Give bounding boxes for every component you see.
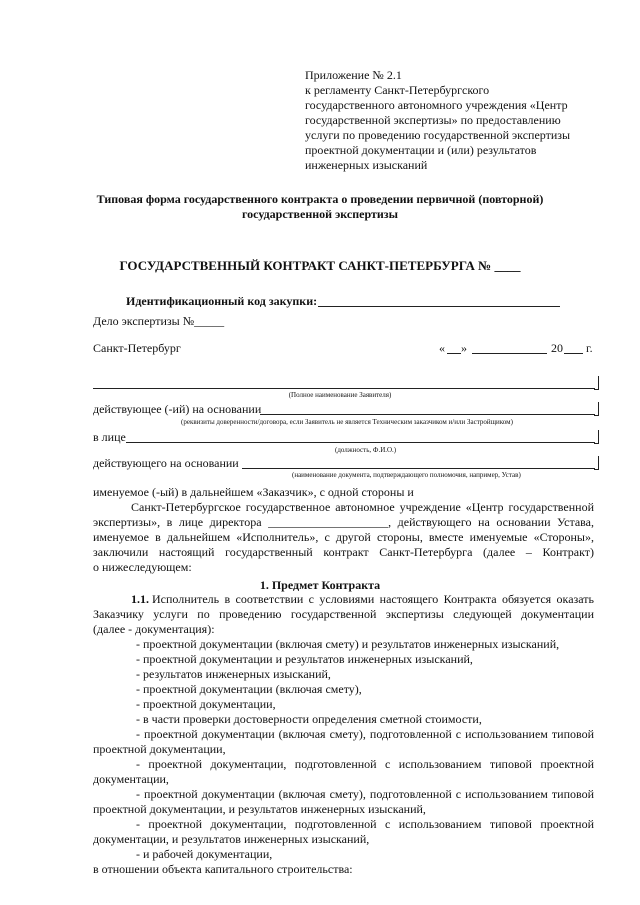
list-item: - результатов инженерных изысканий, bbox=[136, 667, 331, 681]
date-open-quote: « bbox=[439, 341, 445, 355]
annex-line: государственного автономного учреждения «Центр bbox=[305, 98, 568, 112]
field-end-mark bbox=[594, 456, 599, 470]
form-title-line-1: Типовая форма государственного контракта о проведении первичной (повторной) bbox=[96, 192, 544, 206]
list-item: - проектной документации (включая смету), подготовленной с использованием типовой bbox=[136, 727, 594, 741]
executor-line: Санкт-Петербургское государственное автономное учреждение «Центр государственной bbox=[131, 500, 594, 514]
section-heading: 1. Предмет Контракта bbox=[259, 578, 381, 592]
date-close-quote: » bbox=[461, 341, 467, 355]
acting-label: действующего на основании bbox=[93, 456, 239, 470]
list-item-continuation: документации, bbox=[93, 772, 169, 786]
annex-line: инженерных изысканий bbox=[305, 158, 428, 172]
applicant-caption: (Полное наименование Заявителя) bbox=[288, 391, 392, 399]
clause-line: Исполнитель в соответствии с условиями настоящего Контракта обязуется оказать bbox=[152, 592, 594, 606]
annex-line: к регламенту Санкт-Петербургского bbox=[305, 83, 490, 97]
applicant-name-field[interactable] bbox=[93, 388, 595, 389]
list-item-continuation: проектной документации, bbox=[93, 742, 226, 756]
acting-field[interactable] bbox=[242, 468, 595, 469]
date-year-prefix: 20 bbox=[551, 341, 563, 355]
city: Санкт-Петербург bbox=[93, 341, 181, 355]
clause-line: (далее - документация): bbox=[93, 622, 215, 636]
clause-line: Заказчику услуги по проведению государственной экспертизы следующей документации bbox=[93, 607, 594, 621]
list-item: - проектной документации, bbox=[136, 697, 276, 711]
list-item-continuation: документации, и результатов инженерных изысканий, bbox=[93, 832, 370, 846]
person-label: в лице bbox=[93, 430, 126, 444]
list-item: - проектной документации (включая смету), bbox=[136, 682, 362, 696]
form-title-line-2: государственной экспертизы bbox=[242, 207, 398, 221]
list-item-continuation: проектной документации, и результатов инженерных изысканий, bbox=[93, 802, 426, 816]
procurement-code-label: Идентификационный код закупки: bbox=[126, 294, 318, 308]
date-day-field[interactable] bbox=[447, 353, 461, 354]
person-caption: (должность, Ф.И.О.) bbox=[335, 446, 397, 454]
case-number: Дело экспертизы №_____ bbox=[93, 314, 225, 328]
clause-number: 1.1. bbox=[131, 592, 149, 606]
list-item: - проектной документации (включая смету), подготовленной с использованием типовой bbox=[136, 787, 594, 801]
basis-label: действующее (-ий) на основании bbox=[93, 402, 262, 416]
contract-title: ГОСУДАРСТВЕННЫЙ КОНТРАКТ САНКТ-ПЕТЕРБУРГА № ____ bbox=[119, 258, 521, 273]
person-field[interactable] bbox=[126, 442, 595, 443]
object-line: в отношении объекта капитального строительства: bbox=[93, 862, 353, 876]
basis-caption: (реквизиты доверенности/договора, если Заявитель не является Техническим заказчиком и/или Застройщиком) bbox=[181, 418, 513, 426]
executor-line: заключили настоящий государственный контракт Санкт-Петербурга (далее – Контракт) bbox=[93, 545, 594, 559]
executor-line: о нижеследующем: bbox=[93, 560, 192, 574]
date-year-field[interactable] bbox=[564, 353, 583, 354]
procurement-code-field[interactable] bbox=[318, 306, 560, 307]
acting-caption: (наименование документа, подтверждающего полномочия, например, Устав) bbox=[292, 471, 521, 479]
date-year-suffix: г. bbox=[586, 341, 593, 355]
annex-line: государственной экспертизы» по предоставлению bbox=[305, 113, 561, 127]
list-item: - проектной документации, подготовленной с использованием типовой проектной bbox=[136, 817, 594, 831]
annex-line: услуги по проведению государственной экспертизы bbox=[305, 128, 571, 142]
customer-line: именуемое (-ый) в дальнейшем «Заказчик», с одной стороны и bbox=[93, 485, 414, 499]
basis-field[interactable] bbox=[260, 414, 595, 415]
field-end-mark bbox=[594, 430, 599, 444]
executor-line: именуемое в дальнейшем «Исполнитель», с другой стороны, вместе именуемые «Стороны», bbox=[93, 530, 594, 544]
annex-line: Приложение № 2.1 bbox=[305, 68, 402, 82]
executor-line: экспертизы», в лице директора ____________________, действующего на основании Устава, bbox=[93, 515, 594, 529]
field-end-mark bbox=[594, 402, 599, 416]
list-item: - в части проверки достоверности определения сметной стоимости, bbox=[136, 712, 482, 726]
list-item: - и рабочей документации, bbox=[136, 847, 273, 861]
annex-line: проектной документации и (или) результатов bbox=[305, 143, 537, 157]
list-item: - проектной документации, подготовленной с использованием типовой проектной bbox=[136, 757, 594, 771]
field-end-mark bbox=[594, 376, 599, 390]
list-item: - проектной документации (включая смету) и результатов инженерных изысканий, bbox=[136, 637, 560, 651]
date-month-field[interactable] bbox=[472, 353, 547, 354]
list-item: - проектной документации и результатов инженерных изысканий, bbox=[136, 652, 473, 666]
